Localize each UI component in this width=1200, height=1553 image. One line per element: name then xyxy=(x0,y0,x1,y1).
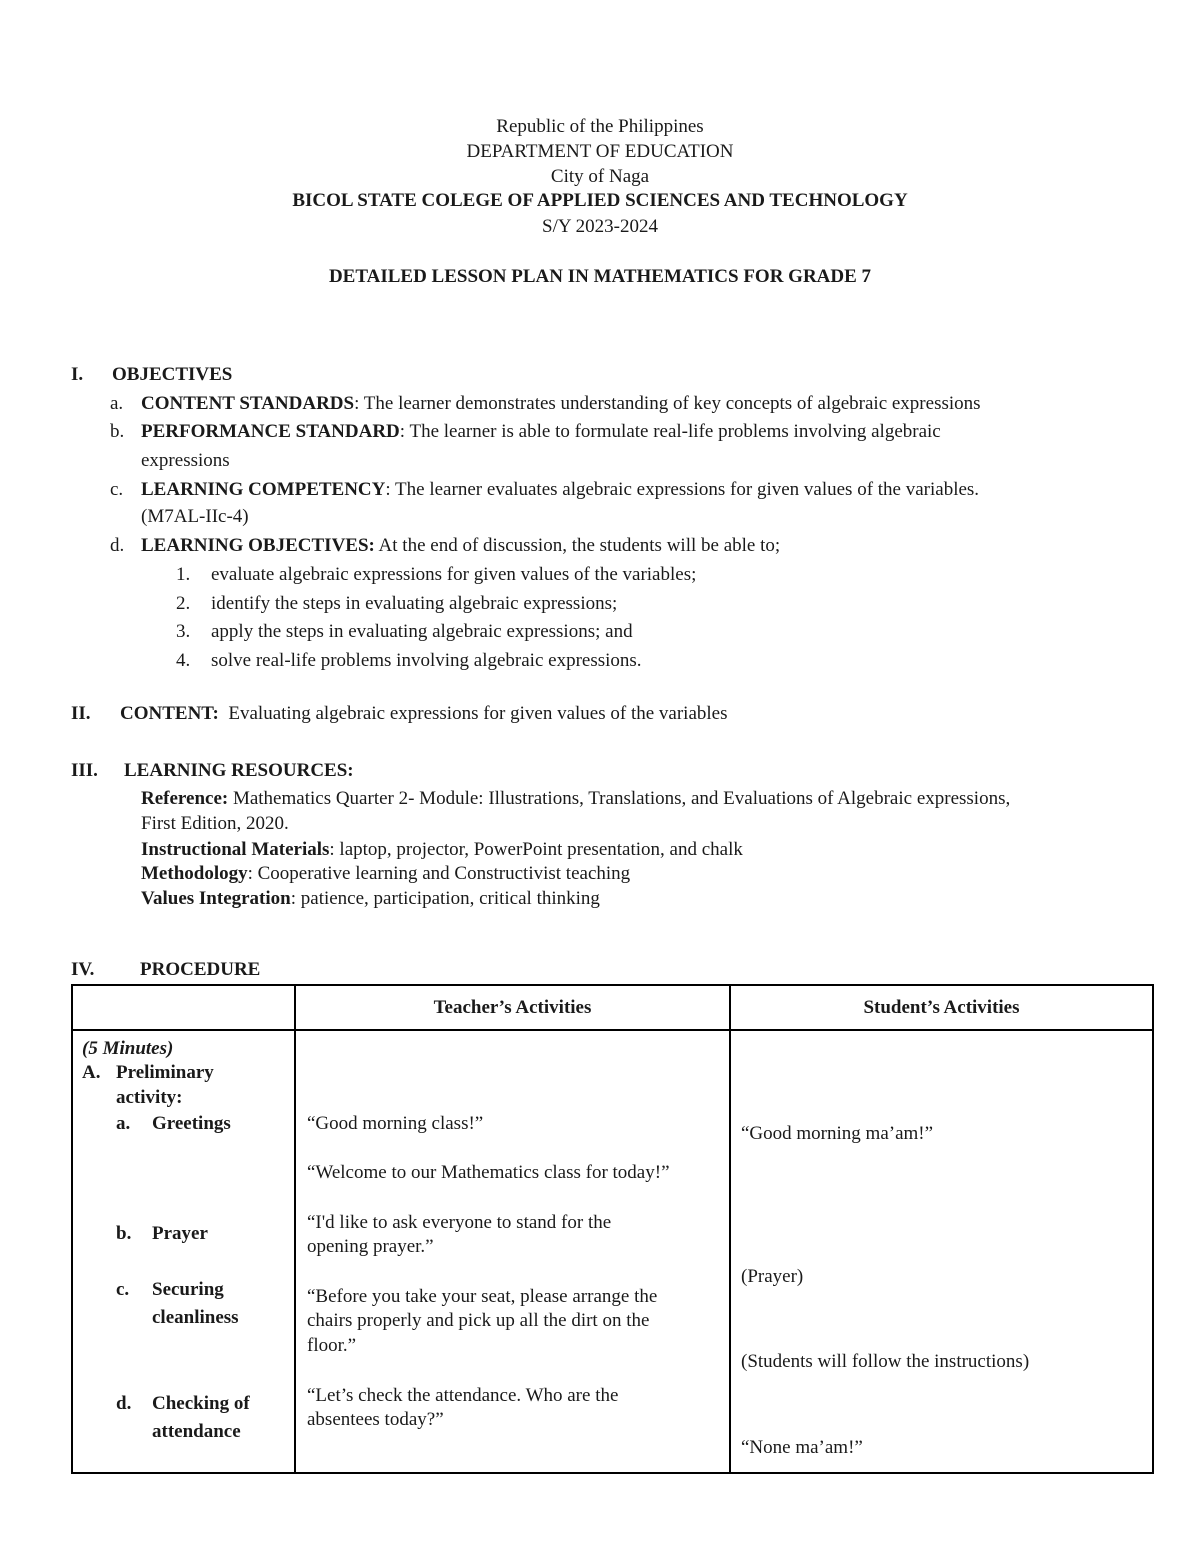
resource-text: : laptop, projector, PowerPoint presentation, and chalk xyxy=(329,839,743,860)
step-marker: c. xyxy=(116,1279,130,1300)
resource-methodology xyxy=(141,863,630,885)
objective-marker: d. xyxy=(110,535,125,556)
header-cell-blank xyxy=(72,985,295,1030)
school-name: BICOL STATE COLEGE OF APPLIED SCIENCES AND TECHNOLOGY xyxy=(292,190,908,211)
section-marker: A. xyxy=(82,1062,101,1083)
teacher-line: absentees today?” xyxy=(307,1409,444,1430)
section-label: Preliminary xyxy=(116,1062,214,1083)
list-marker: 1. xyxy=(176,564,191,585)
objective-label: LEARNING COMPETENCY xyxy=(141,479,386,500)
table-row xyxy=(72,1030,1153,1473)
resource-label: Values Integration xyxy=(141,888,291,909)
resource-text: Mathematics Quarter 2- Module: Illustrations, Translations, and Evaluations of Algebraic expressions, xyxy=(228,788,1011,809)
section-numeral-procedure: IV. xyxy=(71,959,95,980)
table-header-row xyxy=(72,985,1153,1030)
section-numeral-resources: III. xyxy=(71,760,98,781)
resource-label: Instructional Materials xyxy=(141,839,330,860)
republic-line: Republic of the Philippines xyxy=(496,116,704,137)
resource-label: Reference: xyxy=(141,788,229,809)
section-label: activity: xyxy=(116,1087,183,1108)
procedure-table xyxy=(71,984,1154,1474)
student-line: (Students will follow the instructions) xyxy=(741,1351,1030,1372)
step-greetings: Greetings xyxy=(152,1113,231,1134)
section-numeral-objectives: I. xyxy=(71,364,84,385)
resource-label: Methodology xyxy=(141,863,248,884)
step-marker: b. xyxy=(116,1223,132,1244)
objective-learning-competency xyxy=(141,479,979,501)
objective-text: : The learner evaluates algebraic expressions for given values of the variables. xyxy=(385,479,980,500)
objective-performance-standard xyxy=(141,421,941,443)
objective-label: CONTENT STANDARDS xyxy=(141,393,355,414)
list-item: identify the steps in evaluating algebraic expressions; xyxy=(211,593,618,614)
objective-marker: a. xyxy=(110,393,124,414)
resource-continuation: First Edition, 2020. xyxy=(141,813,289,834)
list-marker: 4. xyxy=(176,650,191,671)
teacher-line: chairs properly and pick up all the dirt on the xyxy=(307,1310,650,1331)
column-header-student: Student’s Activities xyxy=(730,985,1153,1030)
objective-label: PERFORMANCE STANDARD xyxy=(141,421,400,442)
objective-label: LEARNING OBJECTIVES: xyxy=(141,535,375,556)
step-checking: Checking of xyxy=(152,1393,250,1414)
step-marker: a. xyxy=(116,1113,131,1134)
objective-content-standards xyxy=(141,393,981,415)
list-item: solve real-life problems involving algebraic expressions. xyxy=(211,650,642,671)
teacher-line: “Let’s check the attendance. Who are the xyxy=(307,1385,619,1406)
step-marker: d. xyxy=(116,1393,132,1414)
section-numeral-content: II. xyxy=(71,703,91,724)
objective-marker: c. xyxy=(110,479,124,500)
time-label: (5 Minutes) xyxy=(82,1038,174,1059)
column-header-teacher: Teacher’s Activities xyxy=(295,985,730,1030)
list-marker: 2. xyxy=(176,593,191,614)
department-line: DEPARTMENT OF EDUCATION xyxy=(466,141,734,162)
student-line: “Good morning ma’am!” xyxy=(741,1123,934,1144)
objective-learning-objectives xyxy=(141,535,780,557)
objective-text: : The learner demonstrates understanding of key concepts of algebraic expressions xyxy=(354,393,981,414)
resource-materials xyxy=(141,839,743,861)
teacher-cell xyxy=(295,1030,730,1473)
resource-text: : Cooperative learning and Constructivist teaching xyxy=(247,863,631,884)
objective-continuation: (M7AL-IIc-4) xyxy=(141,506,249,527)
section-heading-objectives: OBJECTIVES xyxy=(112,364,233,385)
step-attendance: attendance xyxy=(152,1421,241,1442)
objective-text: : The learner is able to formulate real-life problems involving algebraic xyxy=(399,421,941,442)
list-item: apply the steps in evaluating algebraic expressions; and xyxy=(211,621,633,642)
step-securing: Securing xyxy=(152,1279,224,1300)
activity-cell xyxy=(72,1030,295,1473)
student-line: (Prayer) xyxy=(741,1266,804,1287)
teacher-line: “Good morning class!” xyxy=(307,1113,484,1134)
objective-marker: b. xyxy=(110,421,125,442)
content-line xyxy=(120,703,728,725)
page-title: DETAILED LESSON PLAN IN MATHEMATICS FOR GRADE 7 xyxy=(328,266,872,287)
teacher-line: floor.” xyxy=(307,1335,357,1356)
section-heading-procedure: PROCEDURE xyxy=(140,959,261,980)
resource-values xyxy=(141,888,600,910)
section-heading-content: CONTENT: xyxy=(120,703,219,724)
teacher-line: “I'd like to ask everyone to stand for the xyxy=(307,1212,612,1233)
teacher-line: “Welcome to our Mathematics class for today!” xyxy=(307,1162,670,1183)
objective-continuation: expressions xyxy=(141,450,230,471)
step-cleanliness: cleanliness xyxy=(152,1307,239,1328)
student-line: “None ma’am!” xyxy=(741,1437,863,1458)
resource-reference xyxy=(141,788,1010,810)
section-heading-resources: LEARNING RESOURCES: xyxy=(124,760,354,781)
objective-text: At the end of discussion, the students will be able to; xyxy=(374,535,781,556)
content-text: Evaluating algebraic expressions for given values of the variables xyxy=(228,703,728,724)
teacher-line: “Before you take your seat, please arrange the xyxy=(307,1286,658,1307)
city-line: City of Naga xyxy=(550,166,650,187)
school-year: S/Y 2023-2024 xyxy=(542,216,658,237)
list-item: evaluate algebraic expressions for given values of the variables; xyxy=(211,564,697,585)
resource-text: : patience, participation, critical thinking xyxy=(290,888,600,909)
step-prayer: Prayer xyxy=(152,1223,208,1244)
teacher-line: opening prayer.” xyxy=(307,1236,434,1257)
student-cell xyxy=(730,1030,1153,1473)
list-marker: 3. xyxy=(176,621,191,642)
